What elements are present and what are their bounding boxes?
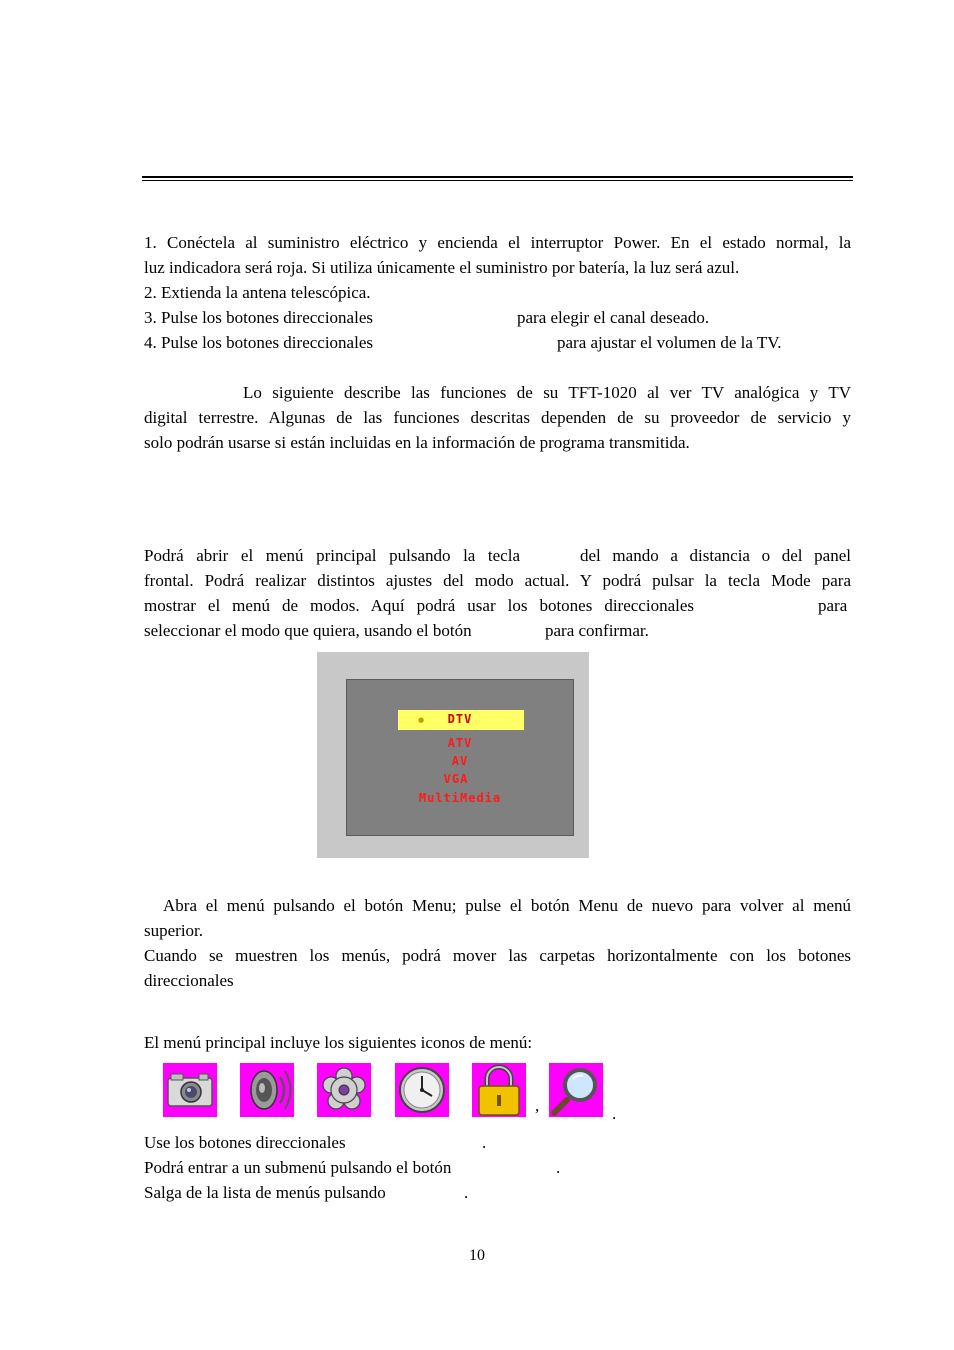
menu-paragraph-line-4-start: seleccionar el modo que quiera, usando el botón bbox=[144, 621, 472, 640]
header-rule-thin bbox=[142, 180, 853, 181]
mode-item-multimedia[interactable]: MultiMedia bbox=[418, 791, 502, 805]
menu-paragraph-line-3-start: mostrar el menú de modos. Aquí podrá usar los botones direccionales bbox=[144, 596, 694, 615]
mode-menu-screenshot bbox=[317, 652, 589, 858]
step-2: 2. Extienda la antena telescópica. bbox=[144, 283, 371, 302]
enter-submenu-end: . bbox=[556, 1158, 561, 1177]
navigation-paragraph-line-3: Cuando se muestren los menús, podrá mover las carpetas horizontalmente con los botones bbox=[144, 946, 851, 965]
icon-list-period: . bbox=[612, 1104, 617, 1123]
magnifier-icon bbox=[549, 1063, 603, 1117]
header-rule-thick bbox=[142, 176, 853, 178]
speaker-icon bbox=[240, 1063, 294, 1117]
gear-icon bbox=[317, 1063, 371, 1117]
enter-submenu-line: Podrá entrar a un submenú pulsando el botón bbox=[144, 1158, 452, 1177]
mode-menu-screen bbox=[346, 679, 574, 836]
menu-paragraph-line-1-end: del mando a distancia o del panel bbox=[580, 546, 851, 565]
menu-paragraph-line-2: frontal. Podrá realizar distintos ajustes del modo actual. Y podrá pulsar la tecla Mode para bbox=[144, 571, 851, 590]
use-buttons-end: . bbox=[482, 1133, 487, 1152]
camera-icon bbox=[163, 1063, 217, 1117]
intro-paragraph-line-2: luz indicadora será roja. Si utiliza únicamente el suministro por batería, la luz será azul. bbox=[144, 258, 740, 277]
clock-icon bbox=[395, 1063, 449, 1117]
navigation-paragraph-line-1: Abra el menú pulsando el botón Menu; pulse el botón Menu de nuevo para volver al menú bbox=[163, 896, 851, 915]
icons-intro: El menú principal incluye los siguientes iconos de menú: bbox=[144, 1033, 533, 1052]
exit-menu-end: . bbox=[464, 1183, 469, 1202]
menu-paragraph-line-3-end: para bbox=[818, 596, 848, 615]
exit-menu-line: Salga de la lista de menús pulsando bbox=[144, 1183, 386, 1202]
navigation-paragraph-line-4: direccionales bbox=[144, 971, 234, 990]
step-3-end: para elegir el canal deseado. bbox=[517, 308, 710, 327]
step-4-end: para ajustar el volumen de la TV. bbox=[557, 333, 782, 352]
functions-paragraph-line-1: Lo siguiente describe las funciones de su TFT-1020 al ver TV analógica y TV bbox=[243, 383, 851, 402]
menu-paragraph-line-1-start: Podrá abrir el menú principal pulsando la tecla bbox=[144, 546, 520, 565]
mode-item-atv[interactable]: ATV bbox=[447, 736, 473, 750]
page-number: 10 bbox=[469, 1247, 485, 1264]
step-3-start: 3. Pulse los botones direccionales bbox=[144, 308, 373, 327]
use-buttons-line: Use los botones direccionales bbox=[144, 1133, 346, 1152]
mode-item-av[interactable]: AV bbox=[451, 754, 469, 768]
icon-list-comma: , bbox=[535, 1096, 540, 1115]
functions-paragraph-line-2: digital terrestre. Algunas de las funciones descritas dependen de su proveedor de servicio y bbox=[144, 408, 851, 427]
functions-paragraph-line-3: solo podrán usarse si están incluidas en la información de programa transmitida. bbox=[144, 433, 690, 452]
lock-icon bbox=[472, 1063, 526, 1117]
mode-item-dtv[interactable]: DTV bbox=[447, 712, 473, 726]
intro-paragraph-line-1: 1. Conéctela al suministro eléctrico y encienda el interruptor Power. En el estado normal, la bbox=[144, 233, 851, 252]
mode-item-vga[interactable]: VGA bbox=[443, 772, 469, 786]
menu-paragraph-line-4-end: para confirmar. bbox=[545, 621, 649, 640]
step-4-start: 4. Pulse los botones direccionales bbox=[144, 333, 373, 352]
selection-marker-icon: ● bbox=[418, 716, 425, 724]
navigation-paragraph-line-2: superior. bbox=[144, 921, 204, 940]
